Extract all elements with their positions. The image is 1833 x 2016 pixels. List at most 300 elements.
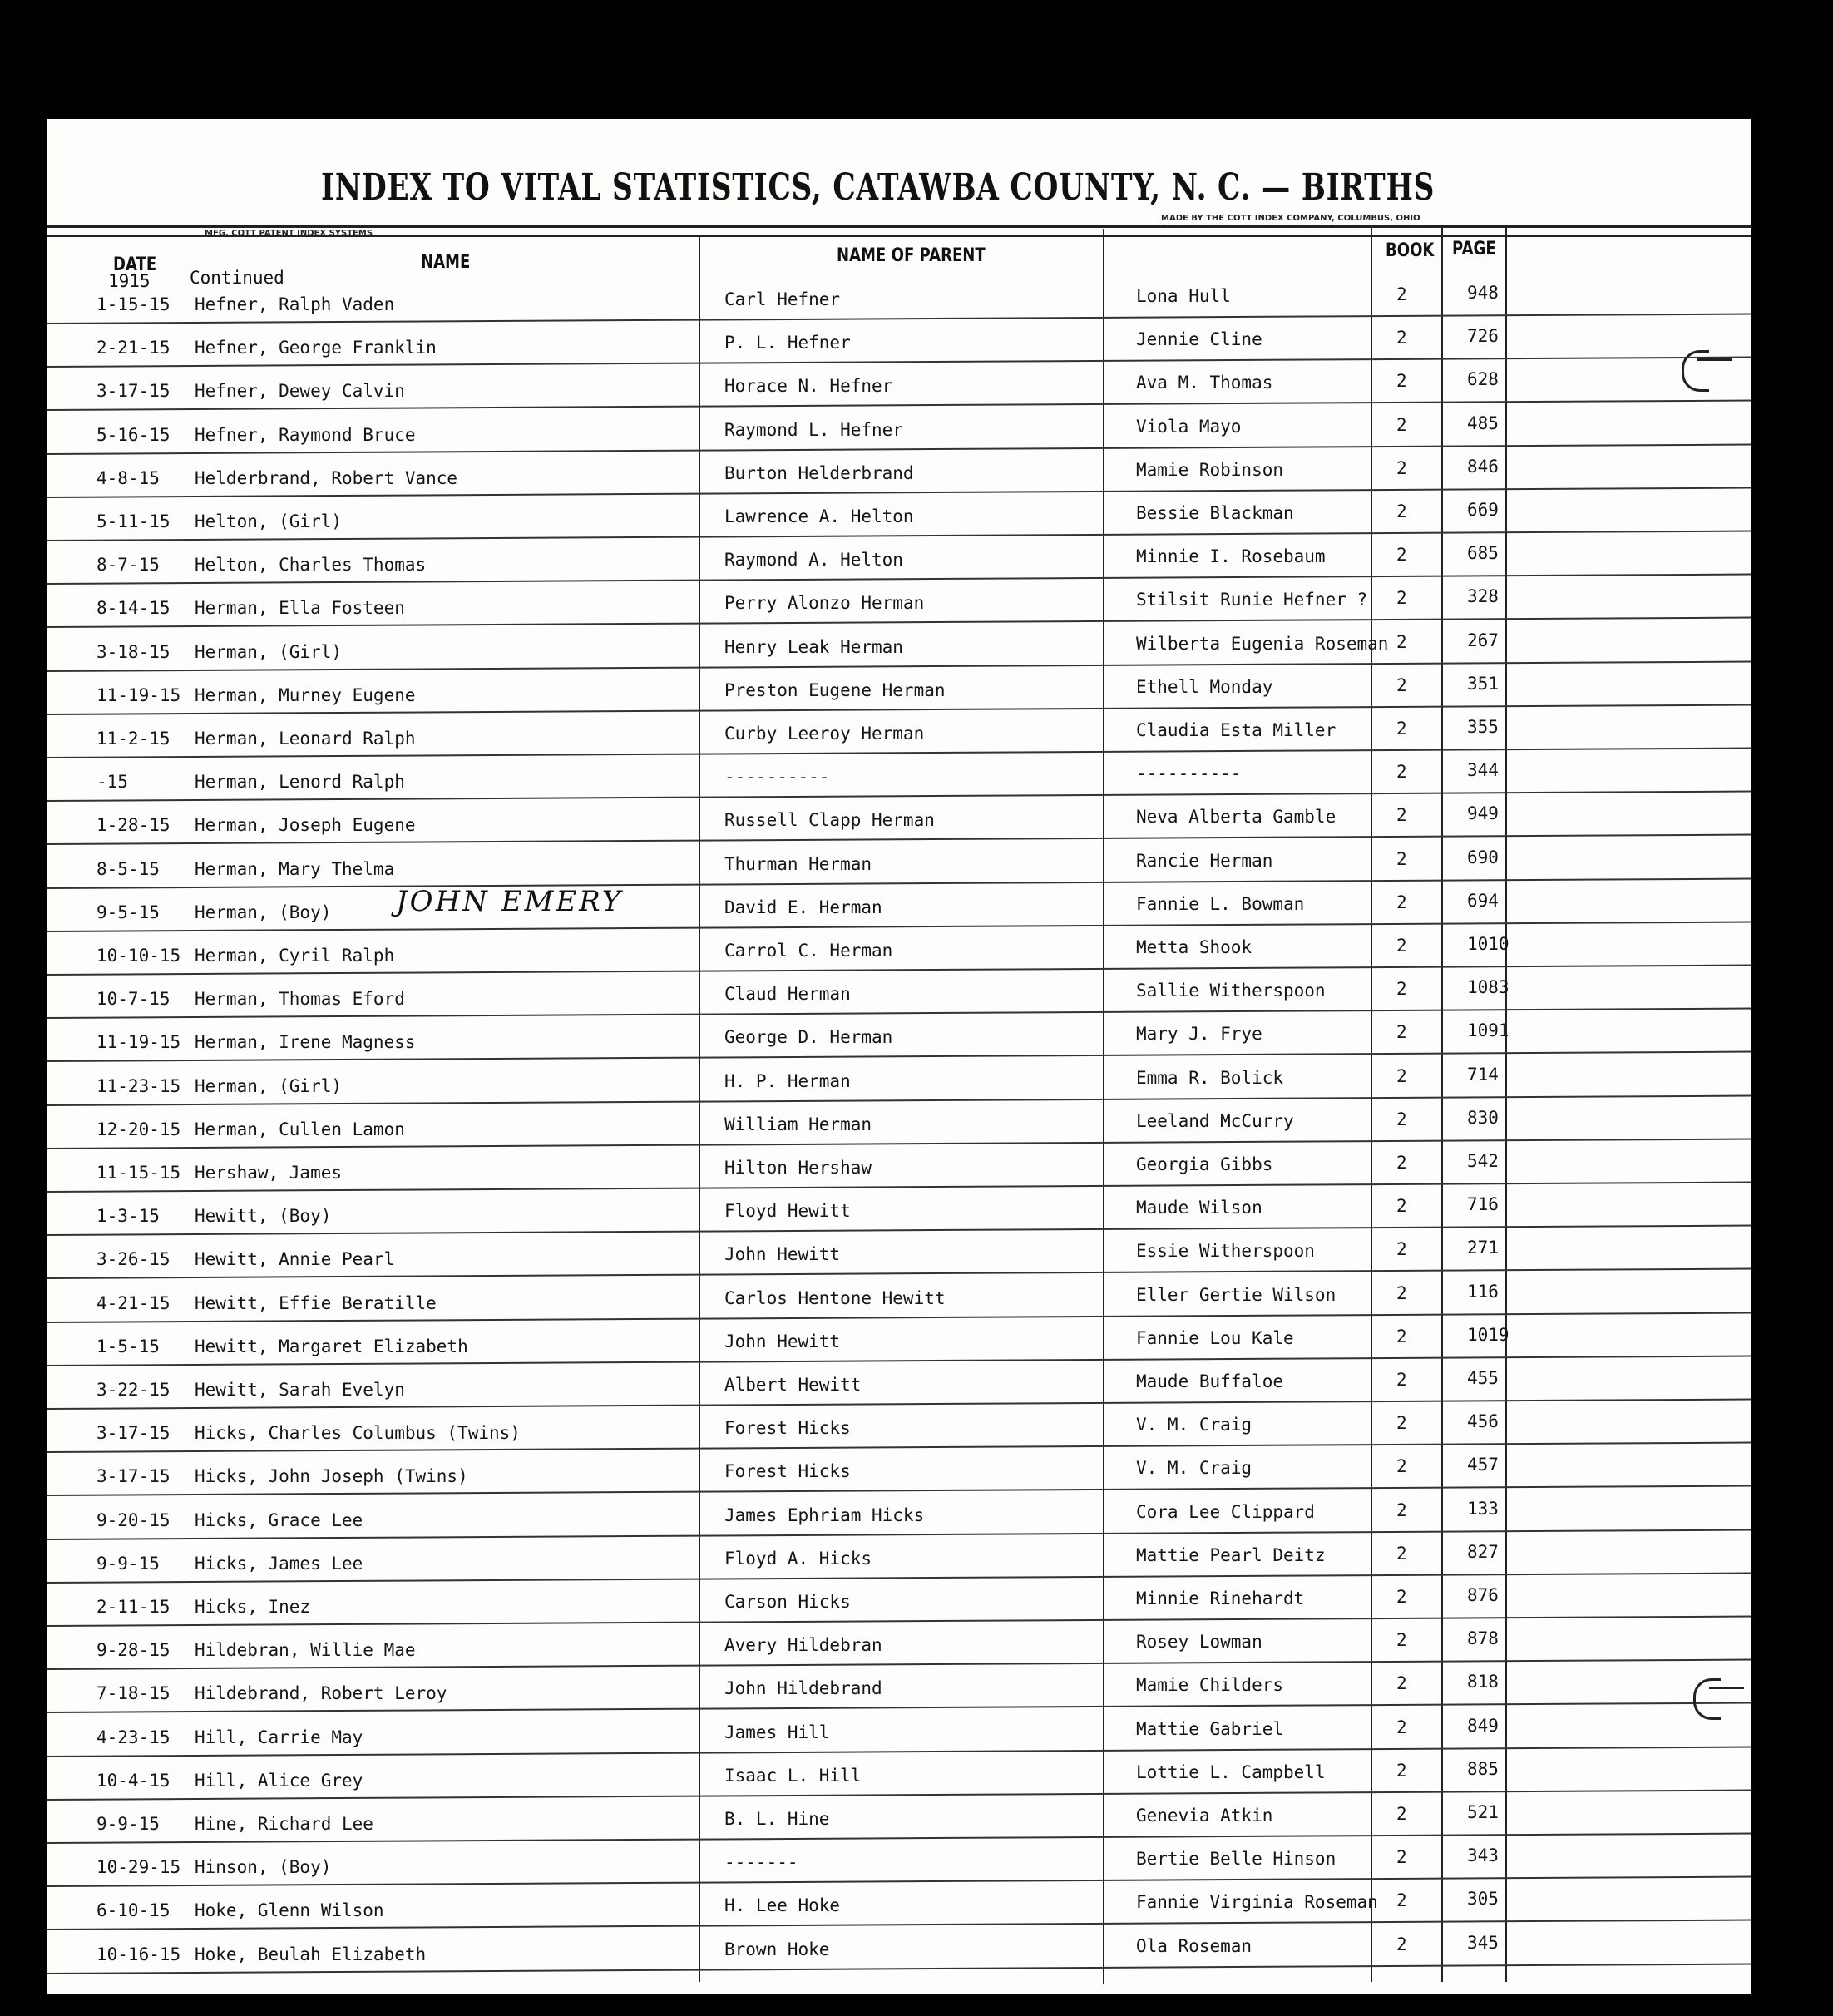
row-rule [47, 1963, 1751, 1974]
row-rule [47, 1051, 1751, 1062]
table-row [47, 1193, 1751, 1236]
row-book: 2 [1396, 1630, 1407, 1651]
row-book: 2 [1396, 1847, 1407, 1868]
table-row [47, 1627, 1751, 1670]
row-page: 305 [1467, 1889, 1499, 1910]
row-parent-father: James Hill [724, 1722, 830, 1742]
row-date: 9-9-15 [96, 1553, 160, 1574]
row-parent-father: John Hewitt [724, 1331, 841, 1351]
row-book: 2 [1396, 1500, 1407, 1520]
row-parent-mother: Mattie Gabriel [1136, 1718, 1284, 1739]
row-rule [47, 1225, 1751, 1236]
table-row [47, 1366, 1751, 1410]
row-name: Hewitt, Annie Pearl [195, 1249, 395, 1270]
row-date: 10-7-15 [96, 989, 170, 1010]
row-book: 2 [1396, 1804, 1407, 1824]
table-row [47, 1323, 1751, 1366]
row-page: 521 [1467, 1802, 1499, 1822]
row-page: 542 [1467, 1151, 1499, 1171]
row-book: 2 [1396, 1282, 1407, 1303]
row-date: -15 [96, 772, 128, 793]
row-date: 1-3-15 [96, 1206, 160, 1227]
row-book: 2 [1396, 328, 1407, 348]
row-rule [47, 1616, 1751, 1627]
row-name: Hicks, Charles Columbus (Twins) [195, 1423, 521, 1444]
table-row [47, 1670, 1751, 1713]
row-parent-mother: Cora Lee Clippard [1136, 1501, 1315, 1522]
row-name: Hine, Richard Lee [195, 1814, 373, 1834]
row-date: 1-5-15 [96, 1336, 160, 1356]
row-book: 2 [1396, 1370, 1407, 1390]
row-parent-mother: Rosey Lowman [1136, 1632, 1262, 1653]
row-rule [47, 531, 1751, 541]
row-date: 4-8-15 [96, 467, 160, 488]
table-row [47, 1714, 1751, 1757]
row-rule [47, 1094, 1751, 1105]
row-parent-mother: Fannie L. Bowman [1136, 893, 1305, 914]
row-rule [47, 314, 1751, 324]
row-book: 2 [1396, 502, 1407, 521]
row-name: Herman, Ella Fosteen [195, 598, 405, 619]
row-parent-mother: Bessie Blackman [1136, 503, 1294, 523]
row-parent-mother: Fannie Lou Kale [1136, 1327, 1294, 1348]
row-parent-mother: Jennie Cline [1136, 329, 1262, 350]
table-row [47, 1149, 1751, 1193]
row-rule [47, 965, 1751, 976]
row-parent-father: P. L. Hefner [724, 333, 851, 353]
row-page: 345 [1467, 1932, 1499, 1953]
table-row [47, 324, 1751, 368]
row-book: 2 [1396, 848, 1407, 869]
row-book: 2 [1396, 545, 1407, 566]
row-parent-father: Russell Clapp Herman [724, 810, 935, 831]
table-row [47, 1844, 1751, 1887]
row-page: 267 [1467, 630, 1499, 650]
row-rule [47, 660, 1751, 671]
row-parent-mother: Sallie Witherspoon [1136, 981, 1326, 1001]
row-parent-father: Henry Leak Herman [724, 636, 903, 657]
row-page: 485 [1467, 413, 1499, 433]
row-book: 2 [1396, 979, 1407, 1000]
row-name: Hoke, Glenn Wilson [195, 1900, 384, 1921]
row-rule [47, 1182, 1751, 1193]
row-book: 2 [1396, 631, 1407, 652]
row-parent-father: H. P. Herman [724, 1070, 851, 1091]
row-parent-father: Floyd A. Hicks [724, 1548, 872, 1569]
handwritten-annotation: JOHN EMERY [396, 885, 624, 918]
table-row [47, 585, 1751, 628]
row-parent-mother: Leeland McCurry [1136, 1110, 1294, 1131]
row-date: 3-18-15 [96, 641, 170, 662]
row-rule [47, 791, 1751, 802]
row-parent-father: John Hewitt [724, 1244, 841, 1265]
row-rule [47, 487, 1751, 497]
table-row [47, 1931, 1751, 1974]
row-page: 351 [1467, 673, 1499, 694]
row-parent-father: Perry Alonzo Herman [724, 593, 925, 614]
row-book: 2 [1396, 1239, 1407, 1260]
row-name: Hefner, Dewey Calvin [195, 381, 405, 402]
row-book: 2 [1396, 1456, 1407, 1477]
row-parent-mother: Emma R. Bolick [1136, 1067, 1284, 1088]
row-name: Hicks, James Lee [195, 1553, 363, 1574]
row-date: 8-7-15 [96, 555, 160, 576]
row-page: 849 [1467, 1715, 1499, 1736]
row-parent-father: John Hildebrand [724, 1678, 882, 1699]
row-parent-mother: Eller Gertie Wilson [1136, 1284, 1336, 1305]
column-page-header: PAGE [1452, 239, 1496, 259]
page-title: INDEX TO VITAL STATISTICS, CATAWBA COUNTY, N. C. — BIRTHS [321, 166, 1435, 209]
row-parent-father: Forest Hicks [724, 1461, 851, 1482]
row-book: 2 [1396, 1934, 1407, 1954]
row-parent-mother: Bertie Belle Hinson [1136, 1849, 1336, 1870]
row-parent-mother: Neva Alberta Gamble [1136, 807, 1336, 828]
row-parent-mother: Metta Shook [1136, 937, 1252, 957]
row-date: 2-11-15 [96, 1597, 170, 1617]
table-row [47, 932, 1751, 976]
row-name: Herman, (Boy) [195, 902, 332, 922]
row-parent-mother: Fannie Virginia Roseman [1136, 1892, 1378, 1913]
table-row [47, 1106, 1751, 1149]
row-name: Herman, Leonard Ralph [195, 729, 416, 749]
row-parent-father: Avery Hildebran [724, 1635, 882, 1656]
row-name: Helton, (Girl) [195, 511, 343, 531]
row-page: 455 [1467, 1368, 1499, 1388]
row-name: Herman, Joseph Eugene [195, 815, 416, 836]
row-page: 456 [1467, 1411, 1499, 1432]
row-parent-father: Burton Helderbrand [724, 462, 914, 483]
row-parent-father: Albert Hewitt [724, 1375, 862, 1395]
row-rule [47, 1789, 1751, 1800]
row-page: 328 [1467, 586, 1499, 607]
row-parent-mother: Viola Mayo [1136, 416, 1242, 437]
row-rule [47, 1702, 1751, 1713]
row-book: 2 [1396, 1890, 1407, 1911]
row-page: 818 [1467, 1672, 1499, 1692]
row-date: 11-23-15 [96, 1075, 181, 1096]
row-name: Hefner, Raymond Bruce [195, 424, 416, 445]
row-rule [47, 1399, 1751, 1410]
row-parent-father: Forest Hicks [724, 1418, 851, 1439]
row-book: 2 [1396, 1543, 1407, 1564]
row-page: 948 [1467, 283, 1499, 303]
row-rule [47, 1659, 1751, 1670]
row-rule [47, 1920, 1751, 1930]
row-date: 10-16-15 [96, 1944, 181, 1964]
table-row [47, 1801, 1751, 1844]
row-name: Herman, (Girl) [195, 641, 343, 662]
row-parent-mother: Ethell Monday [1136, 676, 1273, 697]
row-rule [47, 1355, 1751, 1366]
binder-hole-arm [1697, 358, 1732, 361]
row-parent-mother: Georgia Gibbs [1136, 1154, 1273, 1174]
row-name: Herman, Murney Eugene [195, 684, 416, 705]
row-name: Helton, Charles Thomas [195, 555, 427, 576]
row-date: 11-19-15 [96, 684, 181, 705]
row-page: 714 [1467, 1064, 1499, 1085]
row-book: 2 [1396, 1326, 1407, 1346]
row-book: 2 [1396, 1196, 1407, 1217]
row-parent-father: Carlos Hentone Hewitt [724, 1287, 946, 1308]
row-parent-mother: Lottie L. Campbell [1136, 1762, 1326, 1782]
row-parent-father: ---------- [724, 767, 830, 788]
row-page: 876 [1467, 1585, 1499, 1605]
row-date: 3-22-15 [96, 1380, 170, 1400]
row-rule [47, 834, 1751, 845]
row-date: 10-4-15 [96, 1770, 170, 1791]
row-name: Hefner, George Franklin [195, 338, 437, 358]
row-page: 830 [1467, 1107, 1499, 1128]
row-parent-father: Raymond L. Hefner [724, 419, 903, 440]
table-row [47, 1410, 1751, 1453]
row-name: Hershaw, James [195, 1163, 343, 1183]
row-name: Herman, Cullen Lamon [195, 1119, 405, 1139]
row-book: 2 [1396, 1109, 1407, 1129]
row-parent-father: Lawrence A. Helton [724, 506, 914, 526]
table-row [47, 758, 1751, 802]
row-rule [47, 617, 1751, 628]
row-page: 690 [1467, 847, 1499, 867]
row-book: 2 [1396, 762, 1407, 783]
row-book: 2 [1396, 936, 1407, 956]
table-row [47, 889, 1751, 932]
table-row [47, 715, 1751, 758]
row-book: 2 [1396, 892, 1407, 912]
row-page: 685 [1467, 543, 1499, 564]
table-row [47, 1280, 1751, 1323]
row-book: 2 [1396, 457, 1407, 478]
row-date: 2-21-15 [96, 338, 170, 358]
row-name: Hicks, John Joseph (Twins) [195, 1466, 468, 1487]
row-parent-father: Preston Eugene Herman [724, 679, 946, 700]
row-book: 2 [1396, 588, 1407, 609]
row-page: 726 [1467, 326, 1499, 347]
table-row [47, 1540, 1751, 1584]
row-page: 628 [1467, 369, 1499, 390]
table-row [47, 1236, 1751, 1279]
row-book: 2 [1396, 414, 1407, 435]
row-date: 4-23-15 [96, 1727, 170, 1747]
row-page: 846 [1467, 456, 1499, 477]
row-book: 2 [1396, 1022, 1407, 1043]
maker-note: MADE BY THE COTT INDEX COMPANY, COLUMBUS, OHIO [1161, 214, 1420, 223]
row-date: 9-5-15 [96, 902, 160, 922]
row-parent-mother: Genevia Atkin [1136, 1806, 1273, 1826]
table-row [47, 1063, 1751, 1106]
row-date: 3-17-15 [96, 381, 170, 402]
row-page: 716 [1467, 1194, 1499, 1215]
row-parent-mother: Minnie Rinehardt [1136, 1589, 1305, 1608]
row-name: Hildebrand, Robert Leroy [195, 1683, 447, 1704]
row-date: 8-14-15 [96, 598, 170, 619]
row-parent-mother: Wilberta Eugenia Roseman [1136, 633, 1389, 654]
row-page: 1083 [1467, 977, 1509, 998]
column-date-header: DATE [113, 254, 157, 275]
row-rule [47, 574, 1751, 585]
row-name: Herman, (Girl) [195, 1075, 343, 1096]
row-rule [47, 1442, 1751, 1453]
row-rule [47, 1746, 1751, 1757]
row-page: 355 [1467, 717, 1499, 737]
row-parent-father: George D. Herman [724, 1027, 893, 1048]
row-rule [47, 877, 1751, 888]
row-date: 9-28-15 [96, 1640, 170, 1661]
row-date: 9-9-15 [96, 1814, 160, 1834]
row-page: 878 [1467, 1628, 1499, 1649]
header-top-rule [47, 225, 1751, 228]
row-parent-mother: Lona Hull [1136, 286, 1231, 306]
row-name: Hinson, (Boy) [195, 1857, 332, 1878]
row-page: 949 [1467, 803, 1499, 824]
row-book: 2 [1396, 719, 1407, 739]
row-page: 885 [1467, 1758, 1499, 1779]
column-parent-header: NAME OF PARENT [837, 245, 986, 266]
table-row [47, 976, 1751, 1019]
row-page: 271 [1467, 1238, 1499, 1258]
row-date: 8-5-15 [96, 858, 160, 879]
row-page: 1010 [1467, 934, 1509, 954]
row-book: 2 [1396, 371, 1407, 392]
row-parent-mother: Ava M. Thomas [1136, 373, 1273, 393]
row-rule [47, 1876, 1751, 1887]
row-page: 344 [1467, 760, 1499, 781]
row-parent-mother: Rancie Herman [1136, 850, 1273, 871]
table-row [47, 1584, 1751, 1627]
row-name: Herman, Lenord Ralph [195, 772, 405, 793]
row-name: Helderbrand, Robert Vance [195, 467, 458, 488]
row-date: 10-29-15 [96, 1857, 181, 1878]
table-row [47, 412, 1751, 455]
row-parent-mother: Mattie Pearl Deitz [1136, 1544, 1326, 1565]
binder-hole-arm [1709, 1687, 1744, 1689]
row-date: 7-18-15 [96, 1683, 170, 1704]
row-parent-mother: Maude Wilson [1136, 1198, 1262, 1218]
table-row [47, 846, 1751, 889]
table-row [47, 1757, 1751, 1801]
row-name: Herman, Cyril Ralph [195, 946, 395, 966]
table-row [47, 629, 1751, 672]
row-book: 2 [1396, 1717, 1407, 1737]
row-rule [47, 704, 1751, 714]
row-parent-mother: Minnie I. Rosebaum [1136, 546, 1326, 567]
row-name: Hicks, Inez [195, 1597, 311, 1617]
row-book: 2 [1396, 1413, 1407, 1434]
row-parent-mother: Claudia Esta Miller [1136, 720, 1336, 740]
row-book: 2 [1396, 284, 1407, 304]
row-rule [47, 1833, 1751, 1844]
row-page: 694 [1467, 890, 1499, 911]
row-date: 1-15-15 [96, 294, 170, 314]
row-parent-father: H. Lee Hoke [724, 1895, 841, 1916]
row-date: 11-2-15 [96, 729, 170, 749]
row-name: Hoke, Beulah Elizabeth [195, 1944, 427, 1964]
row-rule [47, 1008, 1751, 1019]
row-rule [47, 400, 1751, 411]
row-name: Herman, Irene Magness [195, 1032, 416, 1053]
table-row [47, 498, 1751, 541]
row-parent-mother: Essie Witherspoon [1136, 1241, 1315, 1262]
table-row [47, 281, 1751, 324]
row-date: 9-20-15 [96, 1510, 170, 1530]
row-book: 2 [1396, 805, 1407, 826]
row-book: 2 [1396, 1065, 1407, 1086]
continued-label: Continued [190, 268, 284, 288]
row-book: 2 [1396, 1587, 1407, 1607]
row-parent-father: Carl Hefner [724, 289, 841, 309]
row-rule [47, 1529, 1751, 1539]
row-date: 3-17-15 [96, 1423, 170, 1444]
column-book-header: BOOK [1386, 240, 1435, 261]
row-name: Hill, Alice Grey [195, 1770, 363, 1791]
row-parent-father: Curby Leeroy Herman [724, 724, 925, 744]
row-name: Hewitt, Effie Beratille [195, 1292, 437, 1313]
row-book: 2 [1396, 674, 1407, 695]
row-parent-father: James Ephriam Hicks [724, 1505, 925, 1525]
row-page: 343 [1467, 1846, 1499, 1866]
row-date: 1-28-15 [96, 815, 170, 836]
row-parent-father: Thurman Herman [724, 853, 872, 874]
row-parent-father: B. L. Hine [724, 1809, 830, 1829]
row-name: Hildebran, Willie Mae [195, 1640, 416, 1661]
row-parent-mother: V. M. Craig [1136, 1458, 1252, 1479]
row-name: Herman, Thomas Eford [195, 989, 405, 1010]
row-date: 6-10-15 [96, 1900, 170, 1921]
row-parent-father: Carrol C. Herman [724, 941, 893, 961]
row-parent-father: Horace N. Hefner [724, 376, 893, 397]
row-parent-father: Floyd Hewitt [724, 1201, 851, 1222]
table-row [47, 1887, 1751, 1930]
row-date: 5-11-15 [96, 511, 170, 531]
row-name: Hewitt, Margaret Elizabeth [195, 1336, 468, 1356]
row-parent-mother: Stilsit Runie Hefner ? [1136, 590, 1368, 610]
binder-hole-icon [1693, 1678, 1721, 1720]
table-row [47, 1019, 1751, 1062]
row-page: 457 [1467, 1455, 1499, 1475]
row-name: Hewitt, (Boy) [195, 1206, 332, 1227]
table-row [47, 1497, 1751, 1540]
row-book: 2 [1396, 1673, 1407, 1694]
row-date: 5-16-15 [96, 424, 170, 445]
row-parent-father: William Herman [724, 1114, 872, 1134]
row-parent-father: Claud Herman [724, 984, 851, 1005]
row-date: 11-19-15 [96, 1032, 181, 1053]
row-parent-mother: V. M. Craig [1136, 1415, 1252, 1435]
row-name: Hewitt, Sarah Evelyn [195, 1380, 405, 1400]
row-page: 669 [1467, 500, 1499, 520]
row-rule [47, 443, 1751, 454]
row-date: 12-20-15 [96, 1119, 181, 1139]
row-rule [47, 1268, 1751, 1279]
row-rule [47, 1138, 1751, 1149]
row-book: 2 [1396, 1153, 1407, 1173]
column-name-header: NAME [421, 252, 471, 273]
row-rule [47, 1485, 1751, 1496]
row-page: 116 [1467, 1281, 1499, 1302]
row-page: 827 [1467, 1541, 1499, 1562]
table-row [47, 541, 1751, 585]
row-parent-father: David E. Herman [724, 897, 882, 917]
row-page: 1091 [1467, 1020, 1509, 1041]
row-parent-father: Hilton Hershaw [724, 1158, 872, 1178]
binder-hole-icon [1682, 350, 1709, 392]
row-date: 3-26-15 [96, 1249, 170, 1270]
row-rule [47, 357, 1751, 368]
row-parent-father: ------- [724, 1852, 798, 1873]
row-rule [47, 921, 1751, 931]
row-date: 10-10-15 [96, 946, 181, 966]
row-parent-father: Carson Hicks [724, 1592, 851, 1612]
manufacturer-note: MFG. COTT PATENT INDEX SYSTEMS [205, 229, 373, 238]
